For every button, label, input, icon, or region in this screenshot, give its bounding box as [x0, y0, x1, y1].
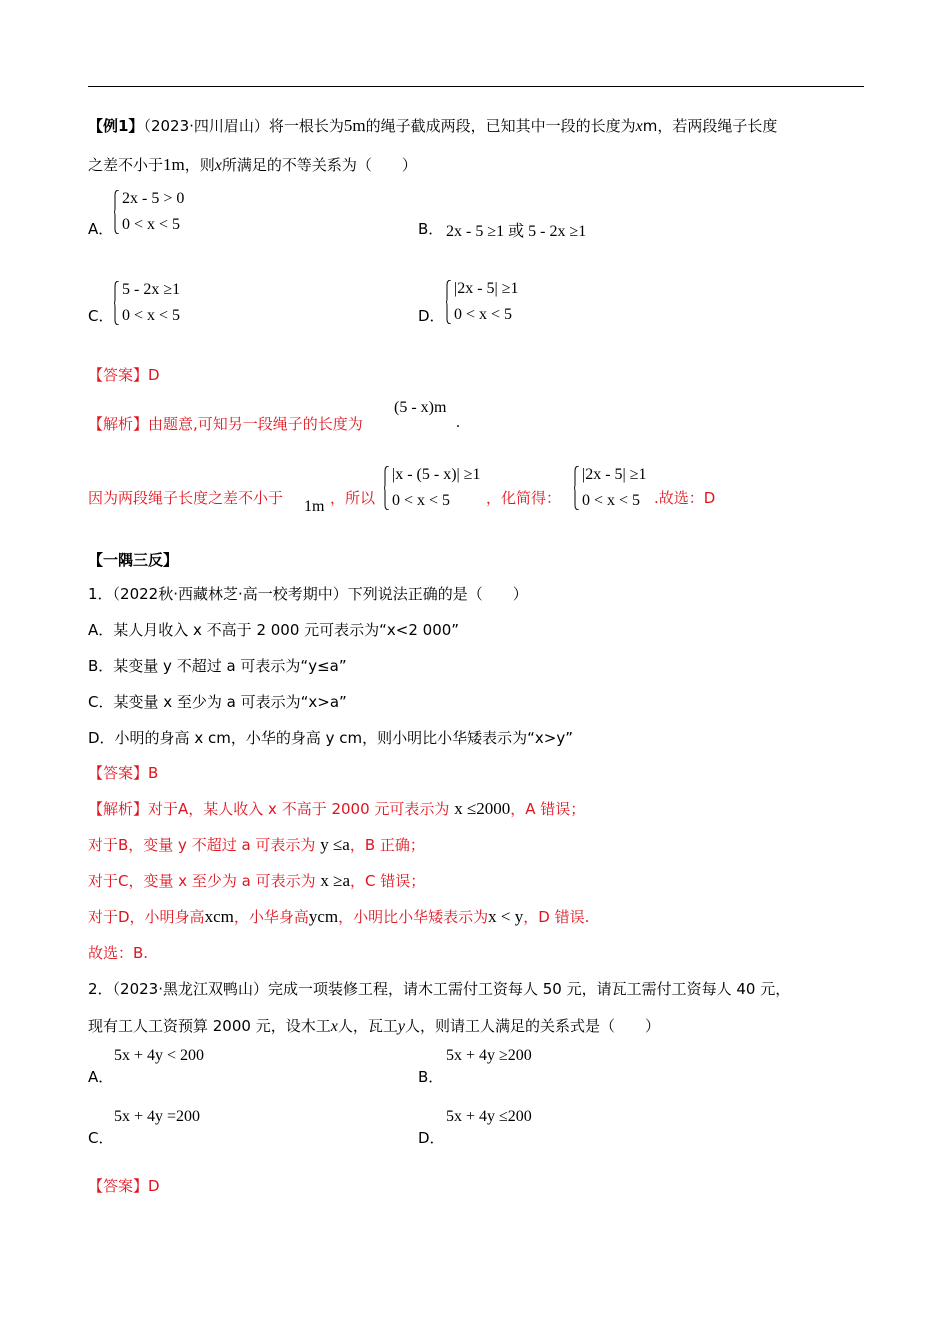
example-tag: 【例1】	[88, 117, 144, 135]
q2-stem-line2: 现有工人工资预算 2000 元，设木工x人，瓦工y人，则请工人满足的关系式是（ ）	[88, 1017, 660, 1035]
brace-icon	[114, 190, 119, 234]
q2-option-b-expr: 5x + 4y ≥200	[446, 1047, 532, 1064]
q1-analysis-line2: 对于B，变量 y 不超过 a 可表示为 y ≤a，B 正确；	[88, 835, 425, 854]
example1-analysis-line2: 因为两段绳子长度之差不小于	[88, 489, 284, 507]
q1-option-d: D．小明的身高 x cm，小华的身高 y cm，则小明比小华矮表示为“x>y”	[88, 729, 573, 747]
option-b-expr: 2x - 5 ≥1 或 5 - 2x ≥1	[446, 223, 587, 240]
q1-answer: 【答案】B	[88, 764, 159, 782]
q1-option-a: A．某人月收入 x 不高于 2 000 元可表示为“x<2 000”	[88, 621, 460, 639]
q1-analysis-line4: 对于D，小明身高xcm，小华身高ycm，小明比小华矮表示为x < y，D 错误.	[88, 907, 590, 926]
q2-option-c-expr: 5x + 4y =200	[114, 1108, 201, 1125]
brace-icon	[446, 280, 451, 324]
q1-option-c: C．某变量 x 至少为 a 可表示为“x>a”	[88, 693, 347, 711]
option-d-system: |2x - 5| ≥1 0 < x < 5	[446, 276, 519, 328]
option-c-system: 5 - 2x ≥1 0 < x < 5	[114, 277, 180, 329]
q1-stem: 1．（2022秋·西藏林芝·高一校考期中）下列说法正确的是（ ）	[88, 585, 528, 603]
q2-option-b-label: B．	[418, 1068, 444, 1086]
brace-icon	[384, 466, 389, 510]
option-c-label: C．	[88, 307, 114, 325]
q1-analysis-line5: 故选：B.	[88, 944, 149, 962]
analysis-expr-5-x: (5 - x)m	[394, 399, 447, 416]
option-a-system: 2x - 5 > 0 0 < x < 5	[114, 186, 184, 238]
analysis-system-2: |2x - 5| ≥1 0 < x < 5	[574, 462, 647, 514]
option-b-label: B．	[418, 220, 444, 238]
brace-icon	[114, 281, 119, 325]
example1-line1: 【例1】（2023·四川眉山）将一根长为5m的绳子截成两段，已知其中一段的长度为xm，若两段绳子长度	[88, 116, 778, 135]
section-heading: 【一隅三反】	[88, 551, 179, 569]
example1-analysis-line1: 【解析】由题意,可知另一段绳子的长度为	[88, 415, 363, 433]
q1-analysis-line1: 【解析】对于A，某人收入 x 不高于 2000 元可表示为 x ≤2000，A 错误；	[88, 799, 586, 818]
example1-line2: 之差不小于1m，则x所满足的不等关系为（ ）	[88, 155, 417, 174]
length-5m: 5m	[343, 116, 366, 135]
q2-option-c-label: C．	[88, 1129, 114, 1147]
q2-option-a-expr: 5x + 4y < 200	[114, 1047, 205, 1064]
q2-option-d-expr: 5x + 4y ≤200	[446, 1108, 532, 1125]
header-rule	[88, 86, 864, 87]
q2-answer: 【答案】D	[88, 1177, 160, 1195]
analysis-system-1: |x - (5 - x)| ≥1 0 < x < 5	[384, 462, 481, 514]
q1-analysis-line3: 对于C，变量 x 至少为 a 可表示为 x ≥a，C 错误；	[88, 871, 426, 890]
option-d-label: D．	[418, 307, 445, 325]
q2-option-a-label: A．	[88, 1068, 114, 1086]
q2-stem-line1: 2．（2023·黑龙江双鸭山）完成一项装修工程，请木工需付工资每人 50 元，请瓦工需付工资每人 40 元，	[88, 980, 791, 998]
q1-option-b: B．某变量 y 不超过 a 可表示为“y≤a”	[88, 657, 347, 675]
option-a-label: A．	[88, 220, 114, 238]
brace-icon	[574, 466, 579, 510]
q2-option-d-label: D．	[418, 1129, 445, 1147]
example1-answer: 【答案】D	[88, 366, 160, 384]
